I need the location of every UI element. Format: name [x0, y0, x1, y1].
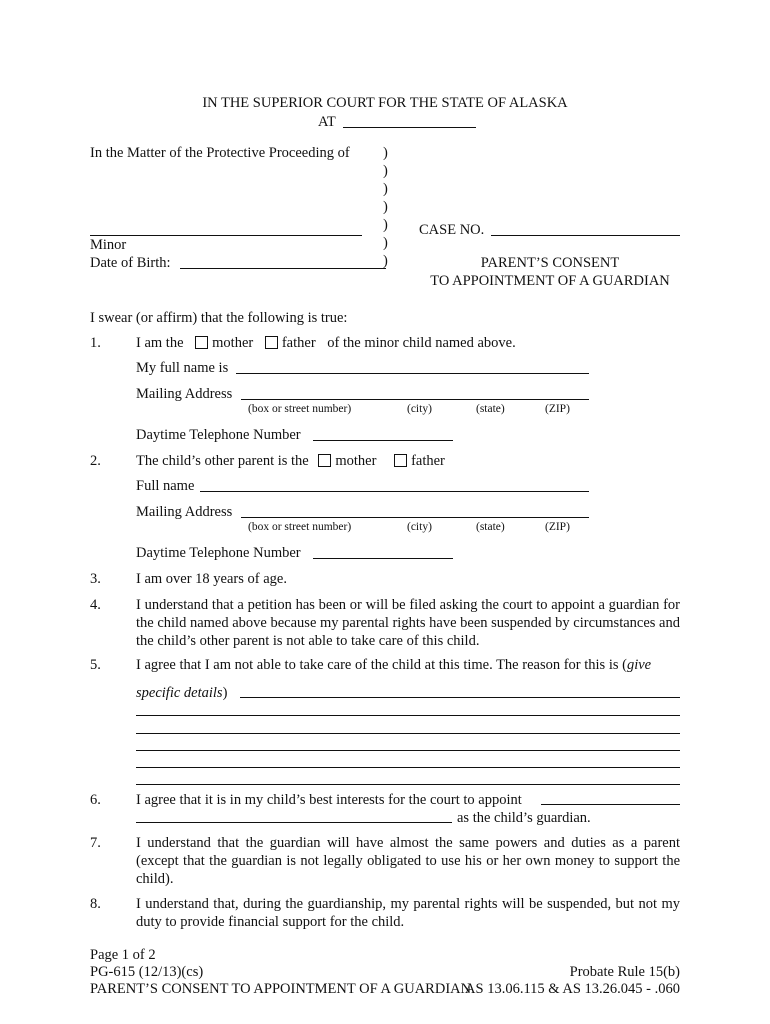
- item7-text: I understand that the guardian will have almost the same powers and duties as a parent (except that the guardian is not legally obligated to use his or her own money to support the child).: [136, 835, 680, 887]
- address-hint-state: (state): [476, 521, 505, 533]
- item-number: 7.: [90, 835, 101, 851]
- caption-paren: ): [383, 181, 388, 197]
- other-father-checkbox[interactable]: [394, 454, 407, 467]
- mailing-address-field[interactable]: [241, 399, 589, 400]
- other-full-name-label: Full name: [136, 478, 195, 494]
- minor-label: Minor: [90, 237, 127, 253]
- reason-field-line[interactable]: [136, 750, 680, 751]
- footer-form-title: PARENT’S CONSENT TO APPOINTMENT OF A GUARDIAN: [90, 981, 472, 997]
- father-checkbox[interactable]: [265, 336, 278, 349]
- reason-field-line[interactable]: [136, 767, 680, 768]
- dob-label: Date of Birth:: [90, 255, 171, 271]
- court-title: IN THE SUPERIOR COURT FOR THE STATE OF ALASKA: [202, 95, 568, 111]
- item-number: 1.: [90, 335, 101, 351]
- item-number: 3.: [90, 571, 101, 587]
- other-phone-label: Daytime Telephone Number: [136, 545, 301, 561]
- other-mailing-address-field[interactable]: [241, 517, 589, 518]
- document-title-line1: PARENT’S CONSENT: [480, 255, 620, 271]
- item-number: 2.: [90, 453, 101, 469]
- caption-paren: ): [383, 235, 388, 251]
- address-hint-city: (city): [407, 403, 432, 415]
- item-number: 4.: [90, 597, 101, 613]
- item5-specific-details: specific details): [136, 685, 228, 701]
- item4-text: I understand that a petition has been or will be filed asking the court to appoint a guardian for the child named above because my parental rights have been suspended by circumstances and the child’s other parent is not able to take care of this child.: [136, 597, 680, 649]
- caption-paren: ): [383, 217, 388, 233]
- item2-other-parent: The child’s other parent is the mother father: [136, 453, 445, 469]
- address-hint-state: (state): [476, 403, 505, 415]
- caption-paren: ): [383, 253, 388, 269]
- reason-field-line[interactable]: [136, 733, 680, 734]
- other-phone-field[interactable]: [313, 558, 453, 559]
- minor-name-field[interactable]: [90, 235, 362, 236]
- page-number: Page 1 of 2: [90, 947, 156, 963]
- caption-paren: ): [383, 163, 388, 179]
- other-mother-checkbox[interactable]: [318, 454, 331, 467]
- item-number: 5.: [90, 657, 101, 673]
- caption-paren: ): [383, 199, 388, 215]
- address-hint-zip: (ZIP): [545, 521, 570, 533]
- phone-label: Daytime Telephone Number: [136, 427, 301, 443]
- other-full-name-field[interactable]: [200, 491, 589, 492]
- matter-label: In the Matter of the Protective Proceeding of: [90, 145, 350, 161]
- item-number: 6.: [90, 792, 101, 808]
- reason-field-line[interactable]: [136, 715, 680, 716]
- item3-text: I am over 18 years of age.: [136, 571, 287, 587]
- item6-suffix: as the child’s guardian.: [457, 810, 591, 826]
- document-title-line2: TO APPOINTMENT OF A GUARDIAN: [430, 273, 670, 289]
- item1-parent-role: I am the mother father of the minor child named above.: [136, 335, 516, 351]
- probate-rule: Probate Rule 15(b): [569, 964, 680, 980]
- case-no-label: CASE NO.: [419, 222, 485, 238]
- address-hint-box: (box or street number): [248, 521, 352, 533]
- mailing-address-label: Mailing Address: [136, 386, 233, 402]
- address-hint-city: (city): [407, 521, 432, 533]
- at-location-field[interactable]: [343, 127, 476, 128]
- full-name-label: My full name is: [136, 360, 229, 376]
- guardian-name-field[interactable]: [541, 804, 680, 805]
- at-label: AT: [318, 114, 336, 130]
- item6-text: I agree that it is in my child’s best interests for the court to appoint: [136, 792, 522, 808]
- reason-field-line[interactable]: [240, 697, 680, 698]
- full-name-field[interactable]: [236, 373, 589, 374]
- address-hint-box: (box or street number): [248, 403, 352, 415]
- reason-field-line[interactable]: [136, 784, 680, 785]
- oath-statement: I swear (or affirm) that the following is true:: [90, 310, 348, 326]
- form-number: PG-615 (12/13)(cs): [90, 964, 204, 980]
- item8-text: I understand that, during the guardianship, my parental rights will be suspended, but not my duty to provide financial support for the child.: [136, 896, 680, 930]
- address-hint-zip: (ZIP): [545, 403, 570, 415]
- item-number: 8.: [90, 896, 101, 912]
- mother-checkbox[interactable]: [195, 336, 208, 349]
- guardian-name-field-2[interactable]: [136, 822, 452, 823]
- item5-text: I agree that I am not able to take care of the child at this time. The reason for this is (give: [136, 657, 652, 673]
- other-mailing-address-label: Mailing Address: [136, 504, 233, 520]
- footer-statutes: AS 13.06.115 & AS 13.26.045 - .060: [465, 981, 680, 997]
- phone-field[interactable]: [313, 440, 453, 441]
- case-no-field[interactable]: [491, 235, 680, 236]
- caption-paren: ): [383, 145, 388, 161]
- dob-field[interactable]: [180, 268, 386, 269]
